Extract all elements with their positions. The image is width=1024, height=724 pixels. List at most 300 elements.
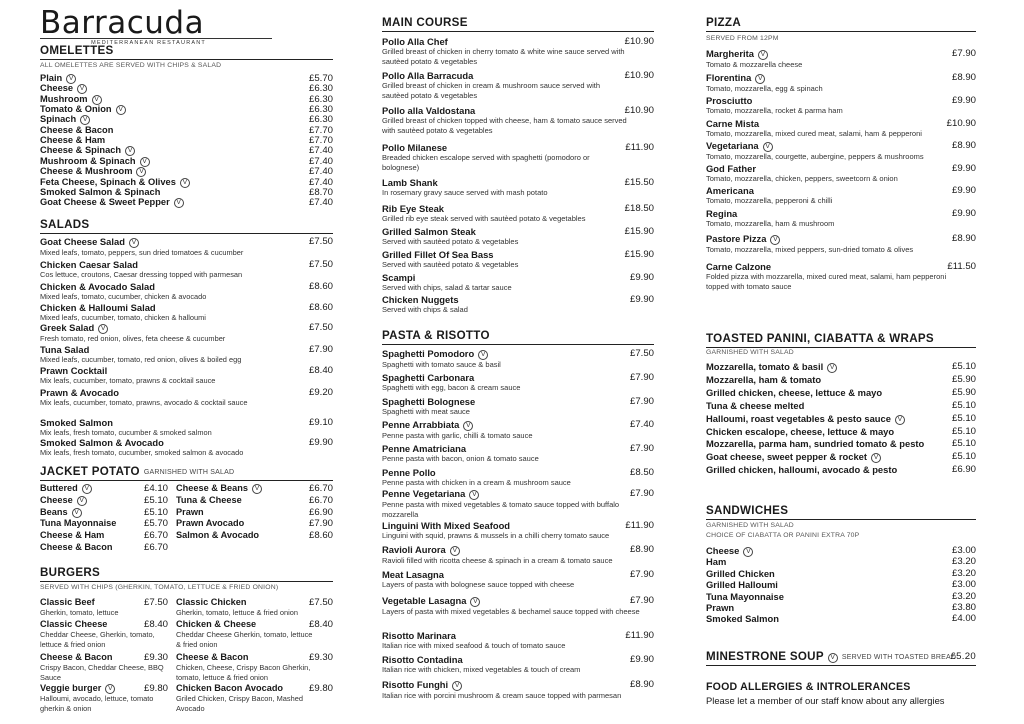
menu-item-name xyxy=(382,488,654,500)
menu-item-label: Grilled Salmon Steak xyxy=(382,226,476,237)
menu-item-name xyxy=(706,438,976,449)
menu-item-name xyxy=(382,520,654,531)
menu-item-price: £9.90 xyxy=(951,95,976,106)
menu-item xyxy=(176,597,333,618)
menu-item xyxy=(706,602,976,613)
menu-item xyxy=(706,400,976,411)
menu-item xyxy=(176,483,333,494)
menu-item-description: Linguini with squid, prawns & mussels in a chilli cherry tomato sauce xyxy=(382,531,610,540)
menu-item-price: £8.60 xyxy=(308,530,333,542)
menu-item-description: Mixed leafs, tomato, cucumber, chicken & avocado xyxy=(40,292,207,301)
menu-item-label: Tuna & cheese melted xyxy=(706,399,805,411)
menu-item-price: £7.90 xyxy=(629,569,654,580)
menu-item-name xyxy=(706,374,976,385)
menu-item-label: Smoked Salmon & Spinach xyxy=(40,186,161,197)
menu-item-price: £3.20 xyxy=(951,567,976,579)
menu-item-label: Carne Mista xyxy=(706,118,760,129)
menu-item-label: Chicken Bacon Avocado xyxy=(176,683,284,693)
menu-item-name xyxy=(706,208,976,219)
menu-item xyxy=(382,467,654,488)
menu-item-price: £7.40 xyxy=(308,145,333,157)
vegetarian-icon: V xyxy=(463,421,473,431)
menu-item-name xyxy=(382,177,654,188)
menu-item-label: Vegetable Lasagna xyxy=(382,595,467,606)
section-heading-burgers: BURGERS xyxy=(40,566,333,582)
menu-item-name xyxy=(382,419,654,431)
menu-item-label: Pollo Milanese xyxy=(382,142,448,153)
menu-item-name xyxy=(706,602,976,613)
menu-item-name xyxy=(706,261,976,272)
menu-item xyxy=(382,36,654,67)
menu-item-label: Chicken & Avocado Salad xyxy=(40,281,155,292)
menu-item-price: £7.90 xyxy=(308,518,333,530)
menu-item-price: £11.90 xyxy=(625,630,654,641)
logo xyxy=(40,6,275,46)
menu-item xyxy=(706,556,976,567)
menu-item-name xyxy=(382,36,654,47)
menu-item-label: Rib Eye Steak xyxy=(382,203,445,214)
menu-item-description: Mixed leafs, tomato, peppers, sun dried tomatoes & cucumber xyxy=(40,248,244,257)
menu-item-price: £5.10 xyxy=(951,361,976,372)
menu-item xyxy=(40,177,333,188)
menu-item xyxy=(706,568,976,579)
menu-item xyxy=(382,203,654,224)
menu-item xyxy=(382,679,654,701)
menu-item-price: £10.90 xyxy=(624,105,654,116)
menu-item xyxy=(40,597,168,618)
menu-item-price: £7.40 xyxy=(308,155,333,167)
vegetarian-icon: V xyxy=(252,484,262,494)
menu-item-name xyxy=(382,595,654,607)
menu-item-label: Tuna Mayonnaise xyxy=(706,590,784,602)
menu-item-label: Beans xyxy=(40,506,68,517)
menu-item-description: Fresh tomato, red onion, olives, feta cheese & cucumber xyxy=(40,334,226,343)
menu-item-description: Mixed leafs, cucumber, tomato, red onion, olives & boiled egg xyxy=(40,355,242,364)
menu-item-price: £5.10 xyxy=(951,412,976,424)
menu-item-description: Tomato, mozzarella, mixed peppers, sun-dried tomato & olives xyxy=(706,245,914,254)
menu-item-name xyxy=(706,72,976,84)
menu-item-name xyxy=(706,568,976,579)
menu-item-label: Chicken & Halloumi Salad xyxy=(40,302,156,313)
vegetarian-icon: V xyxy=(470,597,480,607)
menu-item-name xyxy=(40,94,333,105)
menu-item-price: £6.70 xyxy=(308,494,333,506)
menu-item-description: Grilled rib eye steak served with sautèed potato & vegetables xyxy=(382,214,586,223)
menu-item-description: Penne pasta with bacon, onion & tomato sauce xyxy=(382,454,539,463)
menu-item-price: £6.30 xyxy=(308,104,333,116)
section-heading-jacket-potato: JACKET POTATO GARNISHED WITH SALAD xyxy=(40,465,333,481)
menu-item-price: £8.40 xyxy=(308,365,333,376)
menu-item-description: Grilled breast of chicken in cream & mushroom sauce served with sautèed potato & vegetables xyxy=(382,81,601,100)
menu-item-price: £5.90 xyxy=(951,386,976,398)
vegetarian-icon: V xyxy=(763,142,773,152)
menu-item xyxy=(40,104,333,115)
menu-item xyxy=(40,135,333,146)
menu-item-name xyxy=(706,613,976,624)
menu-item-description: Mix leafs, fresh tomato, cucumber & smoked salmon xyxy=(40,428,212,437)
menu-item-price: £9.10 xyxy=(308,417,333,428)
menu-item-name xyxy=(706,95,976,106)
menu-item-name xyxy=(40,125,333,136)
menu-item xyxy=(382,177,654,198)
menu-item-label: Goat Cheese & Sweet Pepper xyxy=(40,197,170,208)
menu-item-label: Prawn & Avocado xyxy=(40,387,120,398)
menu-item xyxy=(40,156,333,167)
menu-item-name xyxy=(706,48,976,60)
vegetarian-icon: V xyxy=(140,157,150,167)
menu-item-price: £4.10 xyxy=(143,483,168,494)
menu-item-description: Served with sautèed potato & vegetables xyxy=(382,237,519,246)
menu-item-label: Cheese & Beans xyxy=(176,483,249,493)
menu-item xyxy=(382,272,654,293)
menu-item-name xyxy=(40,114,333,125)
vegetarian-icon: V xyxy=(77,496,87,506)
menu-item-price: £15.50 xyxy=(624,177,654,188)
menu-item-price: £3.00 xyxy=(951,545,976,556)
menu-item xyxy=(40,94,333,105)
menu-item-price: £7.50 xyxy=(143,597,168,608)
menu-item-label: Smoked Salmon & Avocado xyxy=(40,437,164,448)
menu-item-name xyxy=(382,105,654,116)
pizza-note: SERVED FROM 12PM xyxy=(706,35,779,42)
menu-item-name xyxy=(40,104,333,115)
menu-item-label: Spaghetti Pomodoro xyxy=(382,348,475,359)
menu-item-label: Plain xyxy=(40,73,63,83)
menu-item-label: Spaghetti Carbonara xyxy=(382,372,475,383)
panini-note: GARNISHED WITH SALAD xyxy=(706,349,794,356)
menu-item-price: £6.90 xyxy=(951,464,976,476)
menu-item xyxy=(40,145,333,156)
menu-item-name xyxy=(40,177,333,188)
menu-item xyxy=(176,619,333,649)
menu-item-label: Prawn Avocado xyxy=(176,518,245,529)
menu-item-name xyxy=(706,361,976,373)
menu-item-label: Ham xyxy=(706,556,727,568)
menu-item xyxy=(40,344,333,364)
menu-item-name xyxy=(382,396,654,407)
burgers-note: SERVED WITH CHIPS (GHERKIN, TOMATO, LETTUCE & FRIED ONION) xyxy=(40,584,279,591)
menu-item xyxy=(706,591,976,602)
vegetarian-icon: V xyxy=(758,50,768,60)
menu-item-name xyxy=(706,140,976,152)
vegetarian-icon: V xyxy=(105,684,115,694)
vegetarian-icon: V xyxy=(895,415,905,425)
menu-item xyxy=(706,413,976,425)
menu-item xyxy=(706,140,976,162)
menu-item-label: Cheese xyxy=(706,545,740,556)
menu-item-description: Penne pasta with garlic, chilli & tomato sauce xyxy=(382,431,533,440)
menu-item-name xyxy=(706,400,976,411)
menu-item-description: Mix leafs, cucumber, tomato, prawns & cocktail sauce xyxy=(40,376,216,385)
menu-item-label: Prosciutto xyxy=(706,95,753,106)
menu-item-name xyxy=(40,387,333,398)
menu-item-label: Mozzarella, parma ham, sundried tomato & pesto xyxy=(706,438,925,450)
menu-item-label: Florentina xyxy=(706,72,752,83)
menu-item-price: £9.30 xyxy=(308,652,333,663)
logo-name: Barracuda xyxy=(40,5,205,41)
menu-item-label: Tuna & Cheese xyxy=(176,494,242,505)
menu-item-description: In rosemary gravy sauce served with mash potato xyxy=(382,188,548,197)
menu-item-price: £8.90 xyxy=(629,679,654,690)
menu-item-name xyxy=(40,322,333,334)
menu-item xyxy=(706,613,976,624)
menu-item-label: Meat Lasagna xyxy=(382,569,444,580)
menu-item xyxy=(706,208,976,229)
menu-item-name xyxy=(382,348,654,360)
menu-item-price: £9.90 xyxy=(951,163,976,174)
menu-item-name xyxy=(706,387,976,398)
menu-item xyxy=(706,387,976,398)
menu-item-label: Cheese & Spinach xyxy=(40,145,122,156)
menu-item-price: £7.50 xyxy=(308,322,333,333)
menu-item-name xyxy=(40,344,333,355)
menu-item xyxy=(40,542,168,553)
menu-item-label: Penne Pollo xyxy=(382,467,436,478)
menu-item-label: Margherita xyxy=(706,48,754,59)
vegetarian-icon: V xyxy=(770,235,780,245)
menu-item-name xyxy=(40,187,333,198)
menu-item xyxy=(40,652,168,682)
menu-item-name xyxy=(382,249,654,260)
vegetarian-icon: V xyxy=(98,324,108,334)
menu-item xyxy=(40,619,168,649)
menu-item-description: Cheddar Cheese, Gherkin, tomato, lettuce & fried onion xyxy=(40,630,155,649)
menu-item-description: Served with sautèed potato & vegetables xyxy=(382,260,519,269)
menu-item-price: £7.50 xyxy=(308,597,333,608)
menu-item xyxy=(40,387,333,407)
menu-item-price: £5.70 xyxy=(308,73,333,84)
minestrone-note: SERVED WITH TOASTED BREAD xyxy=(841,654,957,661)
menu-item-label: Cheese & Bacon xyxy=(40,542,113,552)
vegetarian-icon: V xyxy=(828,653,838,663)
menu-item-price: £7.50 xyxy=(308,259,333,270)
menu-item-label: Mushroom xyxy=(40,93,88,104)
omelettes-note: ALL OMELETTES ARE SERVED WITH CHIPS & SALAD xyxy=(40,62,222,69)
menu-item-label: Prawn xyxy=(706,602,735,613)
menu-item-description: Folded pizza with mozzarella, mixed cured meat, salami, ham pepperoni topped with tomato sauce xyxy=(706,272,947,291)
menu-item xyxy=(706,545,976,557)
menu-item xyxy=(40,483,168,494)
menu-item-name xyxy=(382,272,654,283)
menu-item-price: £9.90 xyxy=(951,185,976,196)
menu-item-price: £7.90 xyxy=(629,443,654,454)
menu-item-price: £7.90 xyxy=(629,488,654,499)
menu-item-description: Cheddar Cheese Gherkin, tomato, lettuce & fried onion xyxy=(176,630,313,649)
menu-item-label: Feta Cheese, Spinach & Olives xyxy=(40,176,176,187)
menu-item-price: £10.90 xyxy=(624,36,654,47)
menu-item-price: £7.40 xyxy=(629,419,654,430)
menu-item-label: Tuna Mayonnaise xyxy=(40,518,117,529)
menu-item-description: Penne pasta with mixed vegetables & tomato sauce topped with buffalo mozzarella xyxy=(382,500,620,519)
menu-item-label: Pollo Alla Chef xyxy=(382,36,448,47)
menu-item-description: Spaghetti with egg, bacon & cream sauce xyxy=(382,383,521,392)
menu-item-label: Spaghetti Bolognese xyxy=(382,396,476,407)
menu-item-label: Regina xyxy=(706,208,738,219)
menu-item-label: Halloumi, roast vegetables & pesto sauce xyxy=(706,412,891,424)
menu-item xyxy=(40,322,333,343)
menu-item-name xyxy=(706,163,976,174)
menu-item-price: £15.90 xyxy=(624,226,654,237)
menu-item-description: Grilled breast of chicken in cherry tomato & white wine sauce served with sautèed potato & vegetables xyxy=(382,47,625,66)
menu-item xyxy=(382,348,654,370)
menu-item-name xyxy=(40,83,333,94)
menu-item-price: £9.90 xyxy=(629,272,654,283)
menu-item-description: Italian rice with mixed seafood & touch of tomato sauce xyxy=(382,641,566,650)
menu-item xyxy=(706,48,976,70)
menu-item-price: £5.10 xyxy=(951,425,976,437)
allergies-text: Please let a member of our staff know about any allergies xyxy=(706,695,945,706)
menu-item xyxy=(40,187,333,198)
menu-item-label: Smoked Salmon xyxy=(40,417,113,428)
menu-item-label: Grilled Chicken xyxy=(706,567,775,579)
menu-item-price: £8.40 xyxy=(143,619,168,630)
menu-item xyxy=(40,73,333,84)
menu-item-price: £7.90 xyxy=(629,396,654,407)
menu-item xyxy=(706,361,976,373)
sandwiches-note-extra: CHOICE OF CIABATTA OR PANINI EXTRA 70P xyxy=(706,532,860,539)
menu-item xyxy=(382,520,654,541)
menu-item-price: £8.50 xyxy=(629,467,654,478)
menu-item-description: Served with chips & salad xyxy=(382,305,468,314)
menu-item xyxy=(40,683,168,713)
menu-item-label: Pastore Pizza xyxy=(706,233,767,244)
menu-item-label: Mozzarella, ham & tomato xyxy=(706,373,822,385)
menu-item-name xyxy=(382,372,654,383)
menu-item-name xyxy=(40,73,333,84)
menu-item-price: £6.70 xyxy=(143,530,168,542)
menu-item-description: Tomato, mozzarella, rocket & parma ham xyxy=(706,106,843,115)
menu-item-price: £11.90 xyxy=(625,142,654,153)
menu-item-label: Tuna Salad xyxy=(40,344,90,355)
menu-item-label: Goat cheese, sweet pepper & rocket xyxy=(706,451,868,463)
menu-item-price: £6.30 xyxy=(308,114,333,126)
menu-item xyxy=(40,236,333,257)
vegetarian-icon: V xyxy=(66,74,76,84)
vegetarian-icon: V xyxy=(72,508,82,518)
menu-item xyxy=(40,495,168,506)
vegetarian-icon: V xyxy=(92,95,102,105)
menu-item-label: Prawn Cocktail xyxy=(40,365,108,376)
menu-item-name xyxy=(40,145,333,156)
menu-item-name xyxy=(40,166,333,177)
menu-item xyxy=(382,630,654,651)
menu-item-label: Grilled chicken, halloumi, avocado & pesto xyxy=(706,464,898,476)
menu-item xyxy=(40,507,168,518)
menu-item xyxy=(706,438,976,449)
menu-item xyxy=(382,372,654,393)
menu-item-label: Vegetariana xyxy=(706,140,759,151)
menu-item-name xyxy=(706,451,976,463)
menu-item-name xyxy=(382,544,654,556)
menu-item-name xyxy=(706,464,976,475)
menu-item-name xyxy=(706,556,976,567)
logo-tagline: MEDITERRANEAN RESTAURANT xyxy=(40,38,272,46)
menu-item-price: £6.30 xyxy=(308,83,333,95)
vegetarian-icon: V xyxy=(82,484,92,494)
menu-item-name xyxy=(706,426,976,437)
menu-item xyxy=(176,683,333,713)
menu-item-price: £7.50 xyxy=(308,236,333,247)
menu-item-label: Chicken & Cheese xyxy=(176,619,257,629)
menu-item-price: £7.50 xyxy=(629,348,654,359)
menu-item-label: Mushroom & Spinach xyxy=(40,155,136,166)
vegetarian-icon: V xyxy=(116,105,126,115)
menu-item xyxy=(40,530,168,541)
menu-item xyxy=(706,72,976,94)
menu-item-label: Cheese & Mushroom xyxy=(40,166,133,177)
minestrone-price: £5.20 xyxy=(950,651,976,662)
menu-item-label: Cheese & Bacon xyxy=(40,652,113,662)
menu-item xyxy=(176,530,333,541)
menu-item-name xyxy=(40,135,333,146)
menu-item-name xyxy=(706,579,976,590)
menu-item-name xyxy=(706,545,976,557)
menu-item-name xyxy=(40,156,333,167)
menu-item-label: Classic Chicken xyxy=(176,597,247,607)
menu-item xyxy=(176,518,333,529)
menu-item xyxy=(382,569,654,590)
menu-item-price: £9.80 xyxy=(143,683,168,694)
menu-item xyxy=(382,249,654,270)
menu-item-description: Gherkin, tomato, lettuce xyxy=(40,608,119,617)
menu-item xyxy=(40,437,333,457)
menu-item-label: Chicken escalope, cheese, lettuce & mayo xyxy=(706,425,895,437)
menu-item-label: Smoked Salmon xyxy=(706,613,779,625)
menu-item-name xyxy=(382,142,654,153)
menu-item-price: £18.50 xyxy=(624,203,654,214)
menu-item xyxy=(706,374,976,385)
menu-item-price: £3.20 xyxy=(951,590,976,602)
vegetarian-icon: V xyxy=(755,74,765,84)
menu-item-label: Americana xyxy=(706,185,754,196)
menu-item-label: Chicken Caesar Salad xyxy=(40,259,138,270)
menu-item-price: £9.90 xyxy=(951,208,976,219)
menu-item-description: Spaghetti with tomato sauce & basil xyxy=(382,360,501,369)
menu-item-name xyxy=(40,365,333,376)
menu-item-price: £8.90 xyxy=(951,72,976,83)
menu-item-label: Greek Salad xyxy=(40,322,95,333)
menu-item-price: £7.70 xyxy=(308,135,333,147)
menu-item-name xyxy=(382,226,654,237)
menu-item-price: £7.90 xyxy=(629,595,654,606)
menu-item-price: £10.90 xyxy=(624,70,654,81)
menu-item xyxy=(706,426,976,437)
menu-item-label: Penne Amatriciana xyxy=(382,443,467,454)
menu-item-label: Mozzarella, tomato & basil xyxy=(706,361,824,372)
menu-item-name xyxy=(706,118,976,129)
menu-item-label: Veggie burger xyxy=(40,683,102,693)
menu-item xyxy=(382,294,654,315)
menu-item-price: £5.10 xyxy=(143,506,168,518)
menu-item-description: Crispy Bacon, Cheddar Cheese, BBQ Sauce xyxy=(40,663,164,682)
menu-item-label: Grilled chicken, cheese, lettuce & mayo xyxy=(706,386,883,398)
menu-item xyxy=(40,114,333,125)
menu-item-label: Grilled Halloumi xyxy=(706,579,778,591)
menu-item-price: £6.70 xyxy=(143,542,168,553)
vegetarian-icon: V xyxy=(478,350,488,360)
vegetarian-icon: V xyxy=(827,363,837,373)
menu-item-name xyxy=(382,203,654,214)
menu-item xyxy=(706,118,976,139)
menu-item xyxy=(176,495,333,506)
menu-item-description: Served with chips, salad & tartar sauce xyxy=(382,283,512,292)
menu-item-description: Spaghetti with meat sauce xyxy=(382,407,470,416)
menu-item-price: £3.20 xyxy=(951,556,976,568)
menu-item-description: Ravioli filled with ricotta cheese & spinach in a cream & tomato sauce xyxy=(382,556,613,565)
menu-item-name xyxy=(382,630,654,641)
menu-item-price: £6.90 xyxy=(308,506,333,518)
menu-item-price: £9.90 xyxy=(629,654,654,665)
